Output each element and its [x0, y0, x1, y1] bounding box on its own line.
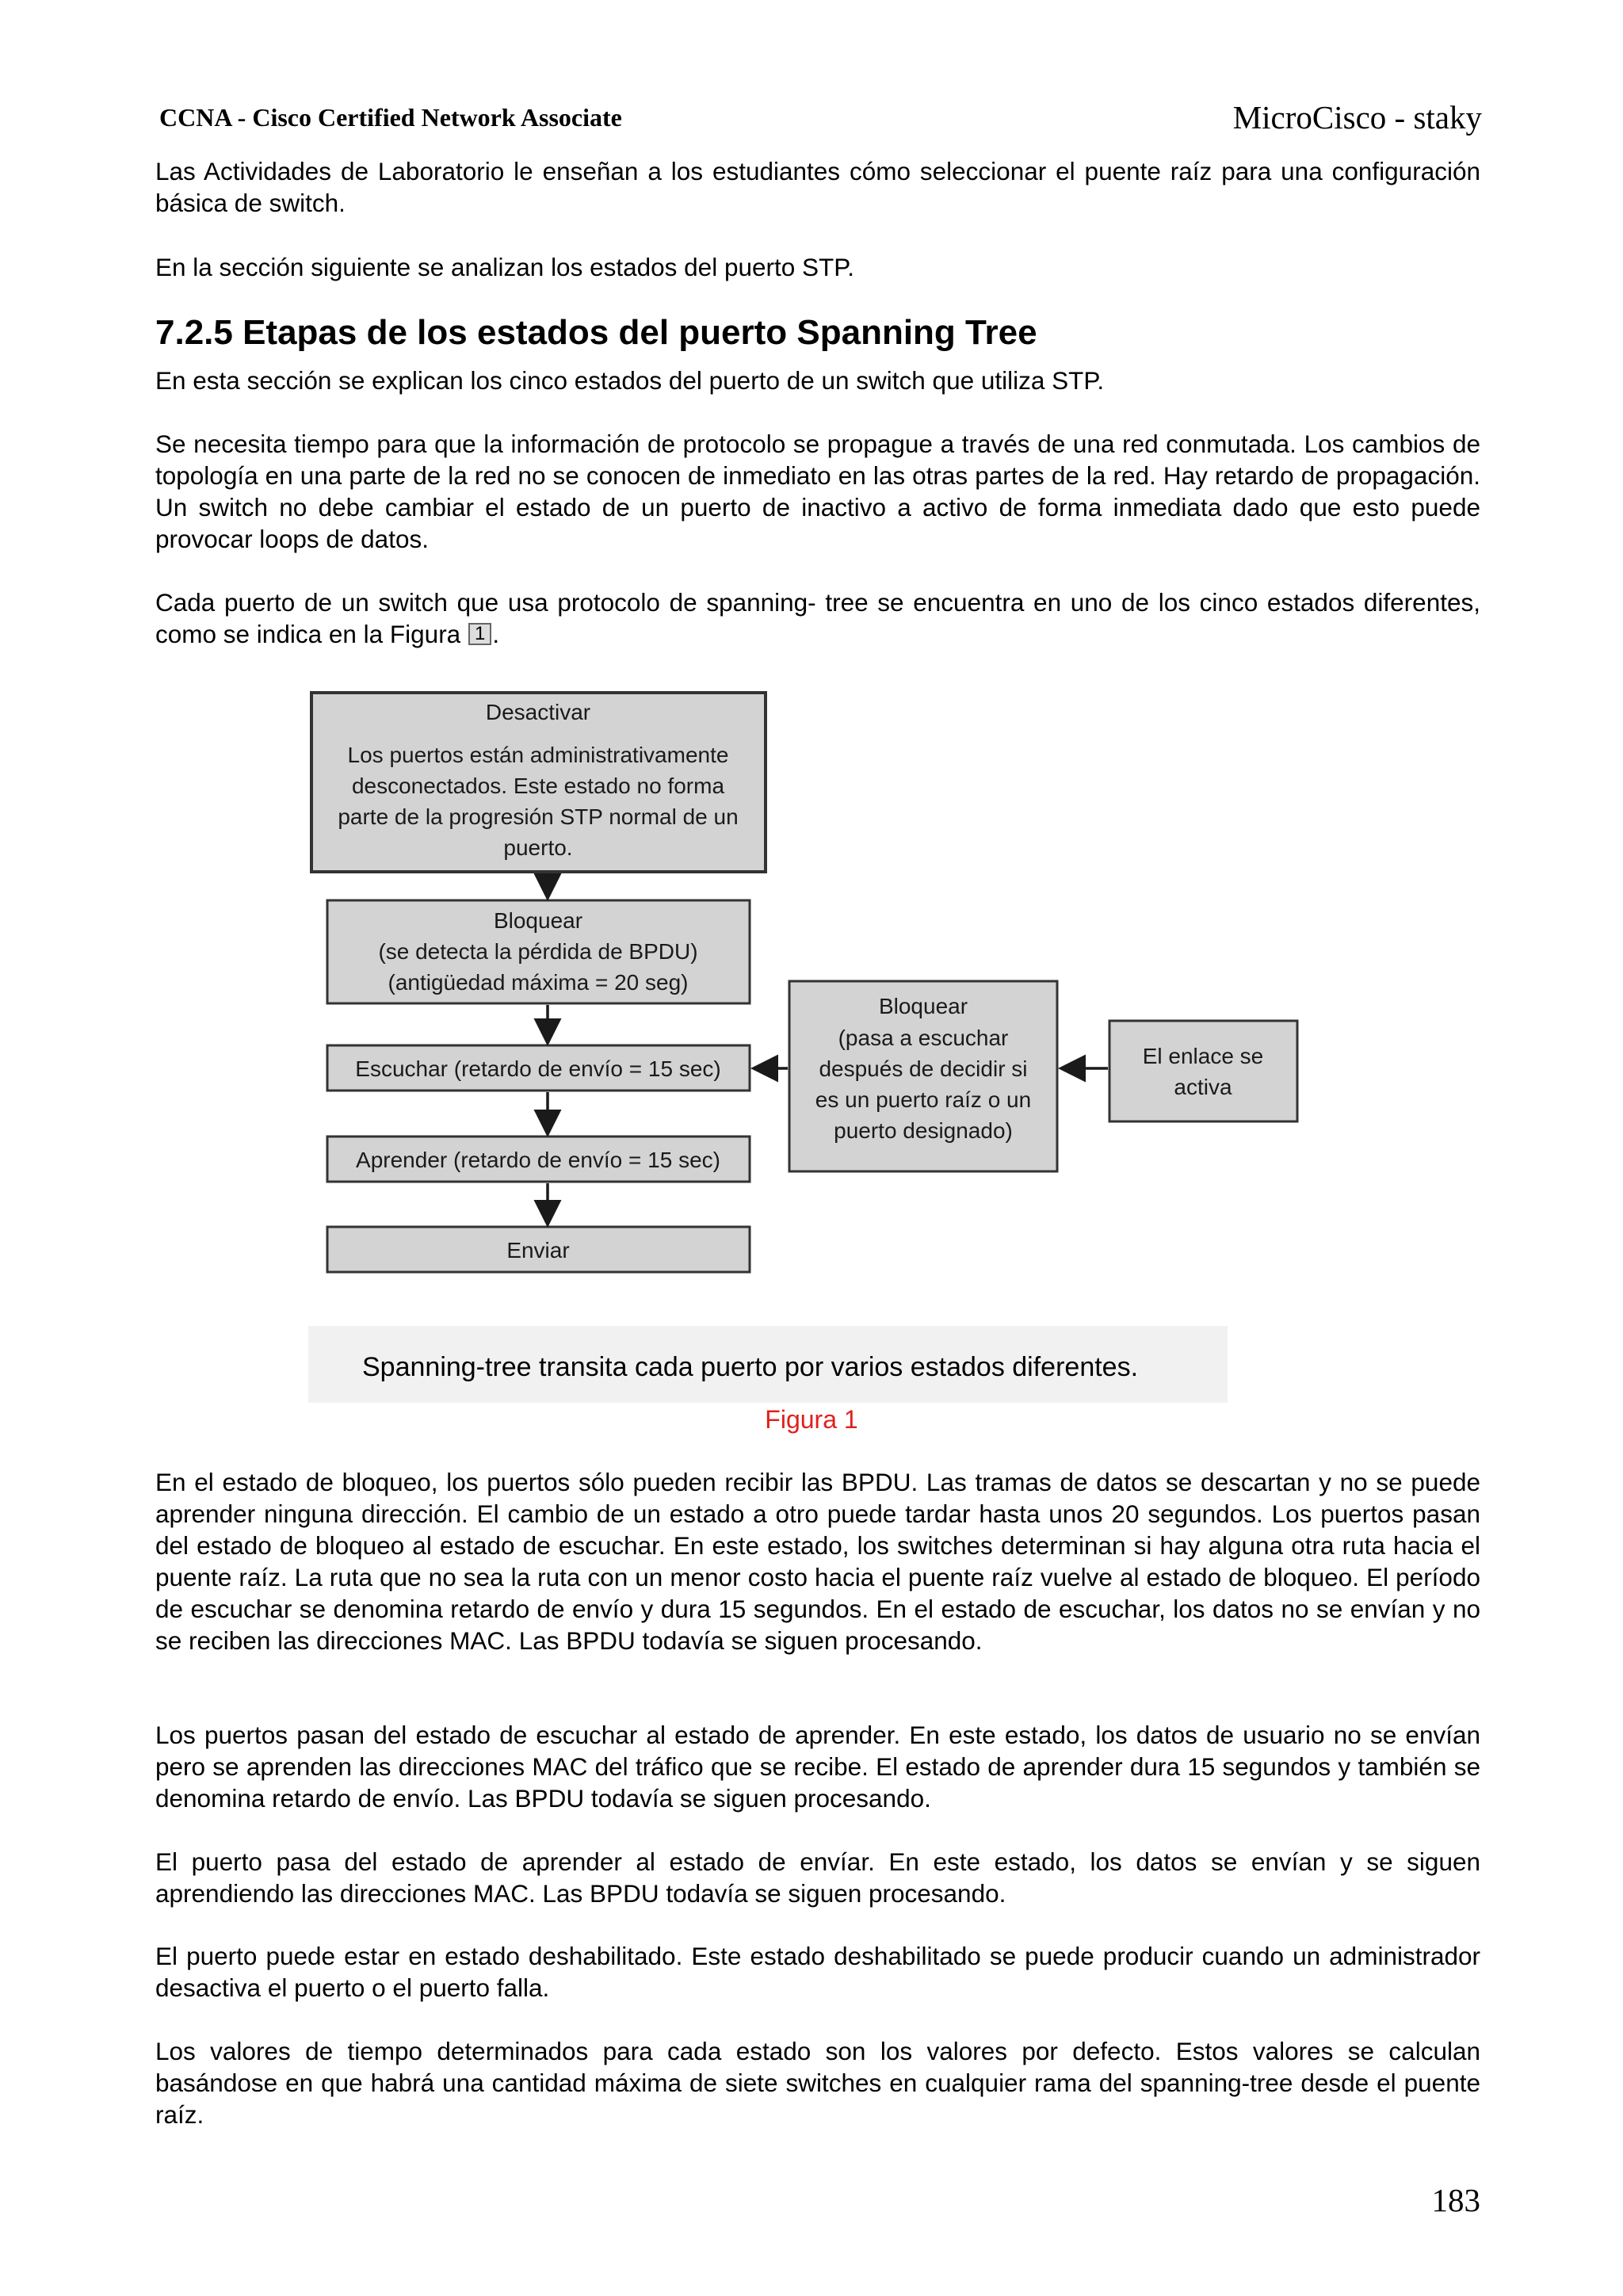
- desactivar-line-3: parte de la progresión STP normal de un: [338, 804, 739, 829]
- bloquear2-line-1: Bloquear: [878, 994, 968, 1018]
- section-paragraph-3-end: .: [492, 620, 500, 648]
- figure-caption: Spanning-tree transita cada puerto por varios estados diferentes.: [362, 1352, 1139, 1382]
- desactivar-title: Desactivar: [485, 700, 591, 724]
- bloquear2-line-2: (pasa a escuchar: [838, 1026, 1009, 1050]
- enviar-label: Enviar: [506, 1238, 570, 1263]
- running-header-author: MicroCisco - staky: [1232, 99, 1482, 136]
- figure-label: Figura 1: [765, 1405, 858, 1434]
- body-paragraph-1: En el estado de bloqueo, los puertos sólo pueden recibir las BPDU. Las tramas de datos se descartan y no se puede aprender ninguna dirección. El cambio de un estado a otro puede tardar hasta unos 20 segundos. Los puertos pasan del estado de bloqueo al estado de escuchar. En este estado, los switches determinan si hay alguna otra ruta hacia el puente raíz. La ruta que no sea la ruta con un menor costo hacia el puente raíz vuelve al estado de bloqueo. El período de escuchar se denomina retardo de envío y dura 15 segundos. En el estado de escuchar, los datos no se envían y no se reciben las direcciones MAC. Las BPDU todavía se siguen procesando.: [155, 1468, 1480, 1655]
- bloquear1-line-1: Bloquear: [493, 908, 583, 933]
- figure-reference-link[interactable]: 1: [468, 623, 491, 645]
- desactivar-line-4: puerto.: [503, 835, 573, 860]
- bloquear2-line-4: es un puerto raíz o un: [815, 1087, 1032, 1112]
- page-number: 183: [1431, 2182, 1480, 2218]
- escuchar-label: Escuchar (retardo de envío = 15 sec): [355, 1056, 721, 1081]
- bloquear2-line-5: puerto designado): [834, 1118, 1013, 1143]
- bloquear1-line-3: (antigüedad máxima = 20 seg): [388, 970, 689, 995]
- desactivar-line-2: desconectados. Este estado no forma: [351, 774, 725, 798]
- section-paragraph-2: Se necesita tiempo para que la información de protocolo se propague a través de una red conmutada. Los cambios de topología en una parte de la red no se conocen de inmediato en las otras partes de la red. Hay retardo de propagación. Un switch no debe cambiar el estado de un puerto de inactivo a activo de forma inmediata dado que esto puede provocar loops de datos.: [155, 430, 1480, 553]
- section-paragraph-1: En esta sección se explican los cinco estados del puerto de un switch que utiliza STP.: [155, 366, 1105, 395]
- body-paragraph-2: Los puertos pasan del estado de escuchar al estado de aprender. En este estado, los datos de usuario no se envían pero se aprenden las direcciones MAC del tráfico que se recibe. El estado de aprender dura 15 segundos y también se denomina retardo de envío. Las BPDU todavía se siguen procesando.: [155, 1721, 1480, 1813]
- body-paragraph-4: El puerto puede estar en estado deshabilitado. Este estado deshabilitado se puede producir cuando un administrador desactiva el puerto o el puerto falla.: [155, 1942, 1480, 2002]
- section-paragraph-3-text: Cada puerto de un switch que usa protocolo de spanning- tree se encuentra en uno de los cinco estados diferentes, como se indica en la Figura: [155, 588, 1480, 648]
- body-paragraph-3: El puerto pasa del estado de aprender al estado de envíar. En este estado, los datos se envían y se siguen aprendiendo las direcciones MAC. Las BPDU todavía se siguen procesando.: [155, 1847, 1480, 1908]
- intro-paragraph-2: En la sección siguiente se analizan los estados del puerto STP.: [155, 253, 854, 281]
- aprender-label: Aprender (retardo de envío = 15 sec): [356, 1148, 720, 1172]
- enlace-line-2: activa: [1174, 1075, 1232, 1099]
- body-paragraph-5: Los valores de tiempo determinados para cada estado son los valores por defecto. Estos valores se calculan basándose en que habrá una cantidad máxima de siete switches en cualquier rama del spanning-tree desde el puente raíz.: [155, 2037, 1480, 2129]
- section-heading: 7.2.5 Etapas de los estados del puerto Spanning Tree: [155, 313, 1037, 352]
- enlace-line-1: El enlace se: [1142, 1044, 1264, 1068]
- intro-paragraph-1: Las Actividades de Laboratorio le enseñan a los estudiantes cómo seleccionar el puente raíz para una configuración básica de switch.: [155, 157, 1480, 217]
- desactivar-line-1: Los puertos están administrativamente: [347, 743, 729, 767]
- section-paragraph-3: [155, 586, 1480, 650]
- stp-states-figure: [308, 680, 1331, 1403]
- bloquear2-line-3: después de decidir si: [819, 1056, 1028, 1081]
- node-enlace-activo: [1109, 1021, 1297, 1121]
- stp-flowchart: [308, 680, 1331, 1403]
- bloquear1-line-2: (se detecta la pérdida de BPDU): [378, 939, 698, 964]
- running-header-title: CCNA - Cisco Certified Network Associate: [159, 103, 622, 132]
